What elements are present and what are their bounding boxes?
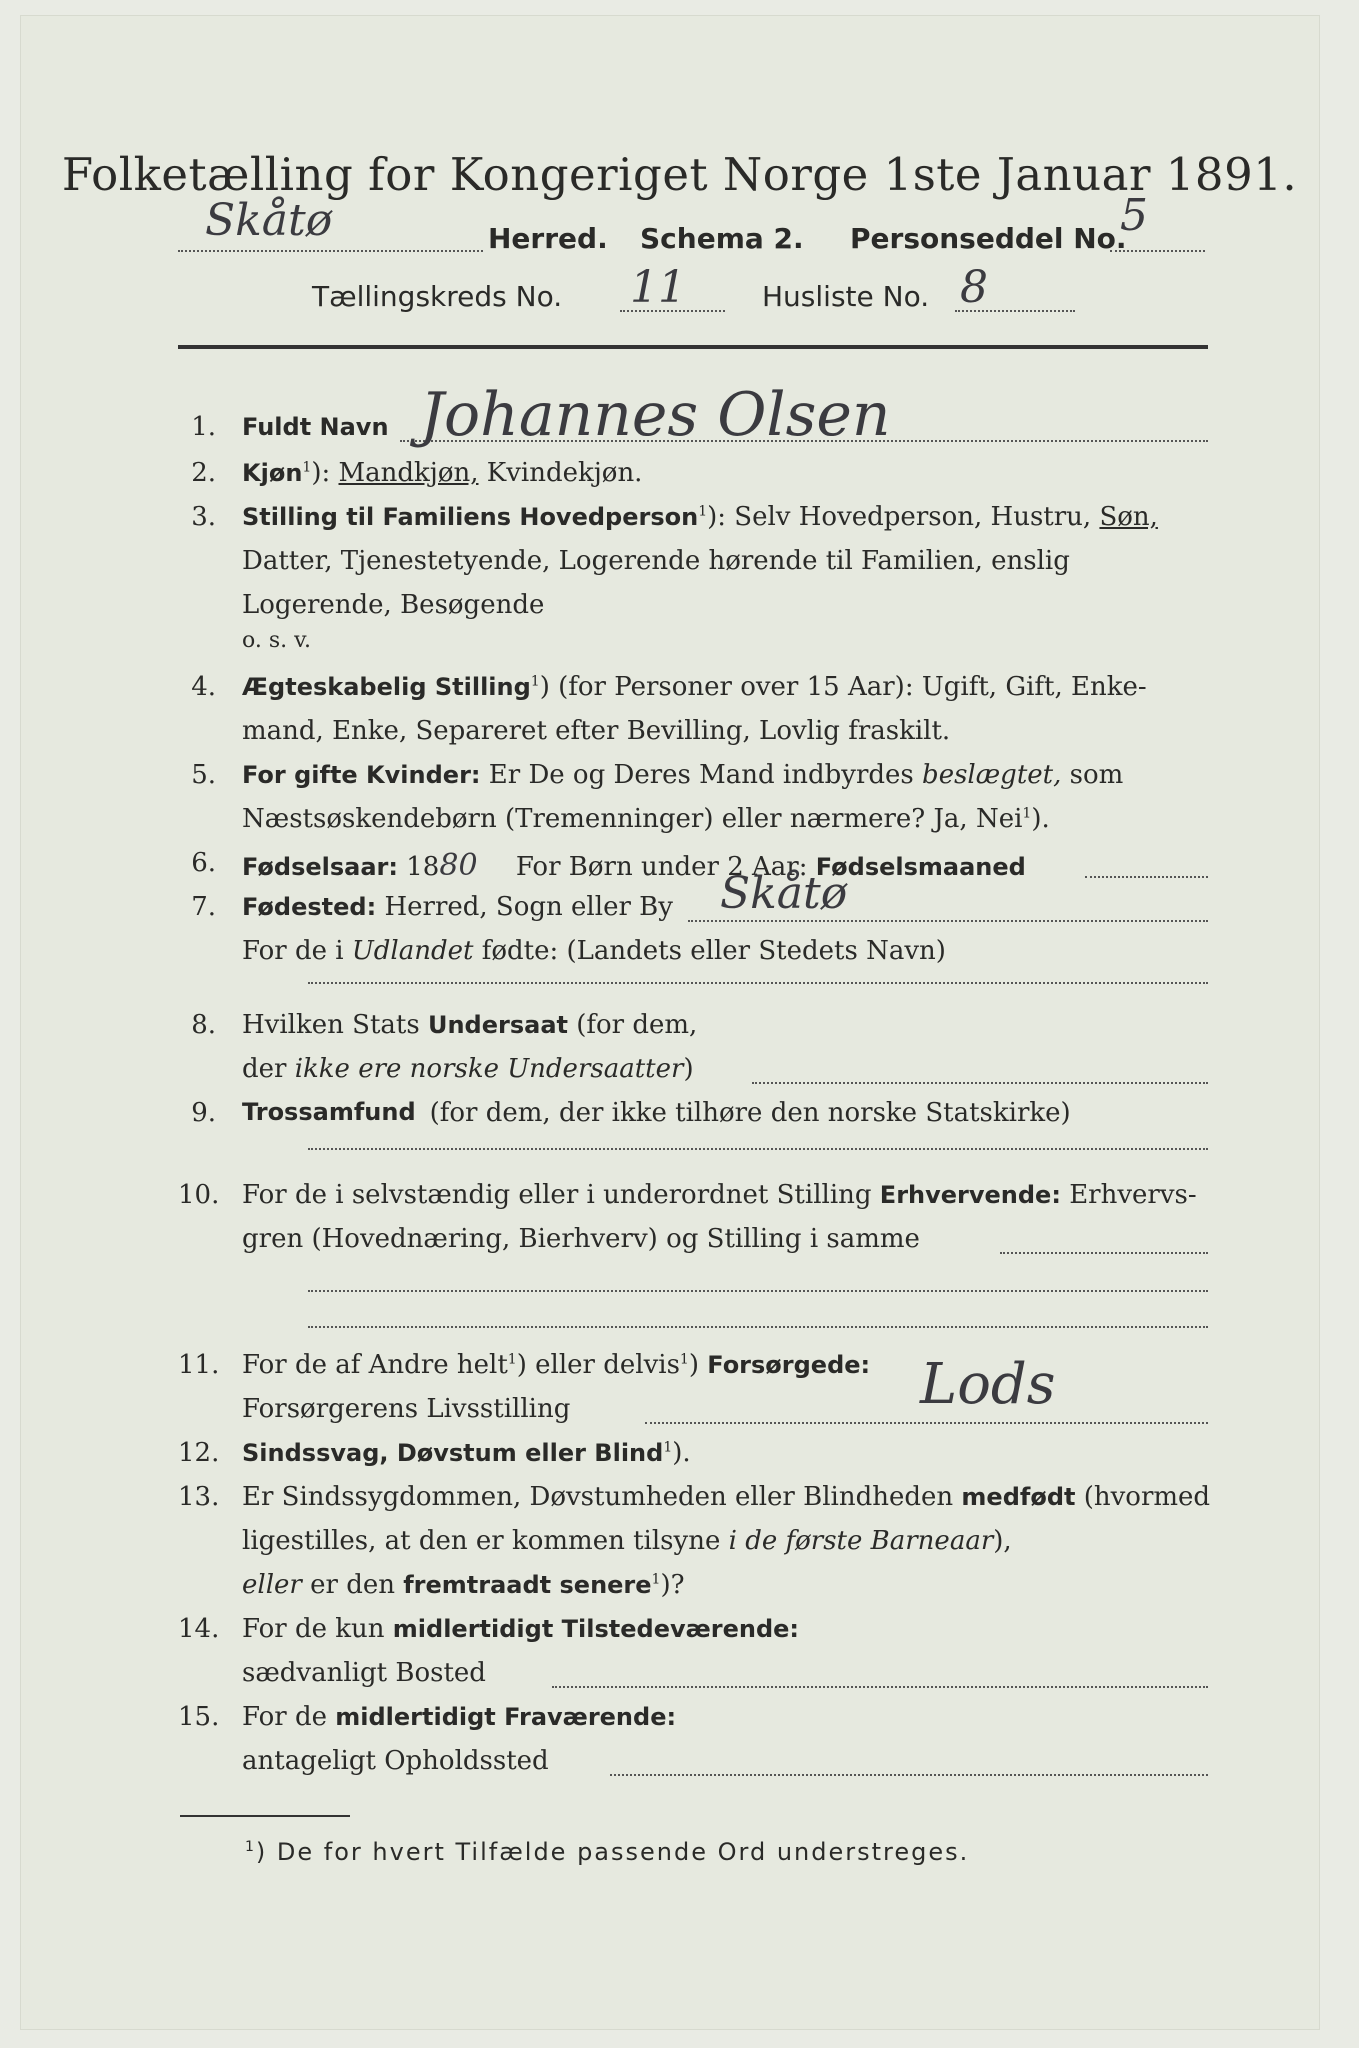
item-13-line-2-b: ), (993, 1526, 1012, 1556)
item-13-text-b: (hvormed (1083, 1482, 1211, 1512)
item-15-number: 15. (178, 1702, 220, 1732)
personseddel-value: 5 (1120, 190, 1148, 241)
item-5-line-2: Næstsøskendebørn (Tremenninger) eller nærmere? Ja, Nei (242, 804, 1023, 834)
item-7-line-2-italic: Udlandet (351, 936, 474, 966)
item-7-number: 7. (191, 892, 216, 922)
item-8-label: Undersaat (427, 1011, 568, 1039)
footnote-text: ) De for hvert Tilfælde passende Ord understreges. (255, 1838, 970, 1866)
item-9-text: (for dem, der ikke tilhøre den norske Statskirke) (429, 1098, 1071, 1128)
item-1-label: Fuldt Navn (242, 413, 389, 441)
item-6-text: For Børn under 2 Aar: (515, 852, 808, 882)
item-15-text-a: For de (242, 1702, 327, 1732)
personseddel-dotted-line (1110, 250, 1205, 252)
item-1-number: 1. (191, 412, 216, 442)
item-3-sup: 1 (698, 503, 708, 520)
item-4-label: Ægteskabelig Stilling (242, 673, 531, 701)
form-title: Folketælling for Kongeriget Norge 1ste Januar 1891. (61, 148, 1298, 201)
citizenship-dotted-line (752, 1082, 1208, 1084)
item-13-sup: 1 (651, 1571, 661, 1588)
birthplace-value: Skåtø (720, 868, 848, 919)
item-11-sup-2: 1 (679, 1351, 689, 1368)
item-15-label: midlertidigt Fraværende: (335, 1703, 677, 1731)
item-4-sup: 1 (530, 673, 540, 690)
husliste-value: 8 (960, 262, 988, 313)
provider-occupation-value: Lods (920, 1352, 1056, 1417)
item-11-sup-1: 1 (507, 1351, 517, 1368)
item-7-line-2-b: fødte: (Landets eller Stedets Navn) (481, 936, 946, 966)
item-9-number: 9. (191, 1098, 216, 1128)
herred-value: Skåtø (205, 195, 333, 246)
item-14-line-2: sædvanligt Bosted (242, 1658, 486, 1688)
item-14-number: 14. (178, 1614, 220, 1644)
gender-option-female: Kvindekjøn. (486, 458, 643, 488)
foreign-birthplace-dotted-line (308, 982, 1208, 984)
item-4-text: ) (for Personer over 15 Aar): Ugift, Gift, Enke- (539, 672, 1147, 702)
item-7-text: Herred, Sogn eller By (384, 892, 673, 922)
item-12-number: 12. (178, 1438, 220, 1468)
item-10-number: 10. (178, 1180, 220, 1210)
birth-year-prefix: 18 (406, 852, 440, 882)
item-8-line-2-italic: ikke ere norske Undersaatter (294, 1054, 684, 1084)
item-4-number: 4. (191, 672, 216, 702)
item-5-number: 5. (191, 760, 216, 790)
item-13-line-2-a: ligestilles, at den er kommen tilsyne (242, 1526, 721, 1556)
item-8-line-2-a: der (242, 1054, 287, 1084)
item-10-line-2: gren (Hovednæring, Bierhverv) og Stilling i samme (242, 1224, 920, 1254)
header-divider (178, 345, 1208, 349)
item-11-line-2: Forsørgerens Livsstilling (242, 1394, 571, 1424)
item-3-line-2: Datter, Tjenestetyende, Logerende hørende til Familien, enslig (242, 546, 1070, 576)
footnote (245, 1838, 969, 1866)
item-7-line-2-a: For de i (242, 936, 344, 966)
usual-residence-dotted-line (552, 1686, 1208, 1688)
item-8-line-2-b: ) (683, 1054, 694, 1084)
herred-dotted-line (178, 250, 483, 252)
item-11-label: Forsørgede: (707, 1351, 871, 1379)
item-12-sup: 1 (663, 1439, 673, 1456)
item-3-number: 3. (191, 502, 216, 532)
item-14-label: midlertidigt Tilstedeværende: (392, 1615, 800, 1643)
item-11-number: 11. (178, 1350, 220, 1380)
item-7-label: Fødested: (242, 893, 377, 921)
birth-year-value: 80 (439, 848, 478, 883)
item-13-number: 13. (178, 1482, 220, 1512)
item-5-end: ). (1031, 804, 1050, 834)
item-13-label: medfødt (961, 1483, 1076, 1511)
item-13-line-3-italic: eller (242, 1570, 302, 1600)
relation-option-son: Søn, (1099, 502, 1158, 532)
item-12-end: ). (672, 1438, 691, 1468)
husliste-dotted-line (955, 310, 1075, 312)
item-12-label: Sindssvag, Døvstum eller Blind (242, 1439, 664, 1467)
item-5-text-a: Er De og Deres Mand indbyrdes (488, 760, 914, 790)
item-3-label-b: Familiens Hovedperson (382, 503, 699, 531)
item-8-number: 8. (191, 1010, 216, 1040)
item-10-text-a: For de i selvstændig eller i underordnet Stilling (242, 1180, 872, 1210)
item-13-line-3-a: er den (310, 1570, 395, 1600)
item-2-after: ): (311, 458, 331, 488)
item-11-text-a: For de af Andre helt (242, 1350, 508, 1380)
schema-label: Schema 2. (640, 222, 804, 255)
item-2-number: 2. (191, 458, 216, 488)
item-2-label: Kjøn (242, 459, 303, 487)
footnote-divider (180, 1815, 350, 1817)
item-2-sup: 1 (302, 459, 312, 476)
item-10-label: Erhvervende: (879, 1181, 1061, 1209)
birthplace-dotted-line (688, 920, 1208, 922)
item-9-label: Trossamfund (242, 1098, 416, 1126)
taellingskreds-label: Tællingskreds No. (312, 280, 563, 313)
item-8-text-b: (for dem, (576, 1010, 698, 1040)
item-5-italic: beslægtet, (922, 760, 1062, 790)
item-4-line-2: mand, Enke, Separeret efter Bevilling, Lovlig fraskilt. (242, 716, 951, 746)
item-3-text-a: ): Selv Hovedperson, Hustru, (707, 502, 1092, 532)
item-14-text-a: For de kun (242, 1614, 385, 1644)
item-6-label: Fødselsaar: (242, 853, 398, 881)
gender-option-male: Mandkjøn, (338, 458, 479, 488)
whereabouts-dotted-line (610, 1774, 1208, 1776)
item-6-label-2: Fødselsmaaned (815, 853, 1026, 881)
occupation-dotted-line-2 (308, 1290, 1208, 1292)
item-3-line-4: o. s. v. (242, 628, 311, 653)
item-13-line-3-label: fremtraadt senere (403, 1571, 652, 1599)
herred-label: Herred. (488, 222, 608, 255)
item-13-line-2-italic: i de første Barneaar (728, 1526, 994, 1556)
item-3-line-3: Logerende, Besøgende (242, 590, 545, 620)
item-11-text-c: ) (688, 1350, 699, 1380)
taellingskreds-value: 11 (630, 262, 686, 313)
item-11-text-b: ) eller delvis (516, 1350, 680, 1380)
taellingskreds-dotted-line (620, 310, 725, 312)
item-5-label: For gifte Kvinder: (242, 761, 481, 789)
occupation-dotted-line-3 (308, 1326, 1208, 1328)
full-name-value: Johannes Olsen (420, 380, 891, 450)
item-10-text-b: Erhvervs- (1069, 1180, 1197, 1210)
item-5-text-b: som (1069, 760, 1124, 790)
item-6-number: 6. (191, 848, 216, 878)
husliste-label: Husliste No. (762, 280, 930, 313)
item-8-text-a: Hvilken Stats (242, 1010, 420, 1040)
item-5-sup: 1 (1022, 805, 1032, 822)
item-15-line-2: antageligt Opholdssted (242, 1746, 549, 1776)
item-3-label-a: Stilling til (242, 503, 375, 531)
religion-dotted-line (308, 1148, 1208, 1150)
occupation-dotted-line-1 (1000, 1252, 1208, 1254)
personseddel-label: Personseddel No. (850, 222, 1127, 255)
item-13-line-3-end: )? (660, 1570, 685, 1600)
item-13-text-a: Er Sindssygdommen, Døvstumheden eller Blindheden (242, 1482, 954, 1512)
provider-dotted-line (645, 1422, 1208, 1424)
footnote-sup: 1 (245, 1839, 256, 1855)
birth-month-dotted-line (1085, 876, 1208, 878)
